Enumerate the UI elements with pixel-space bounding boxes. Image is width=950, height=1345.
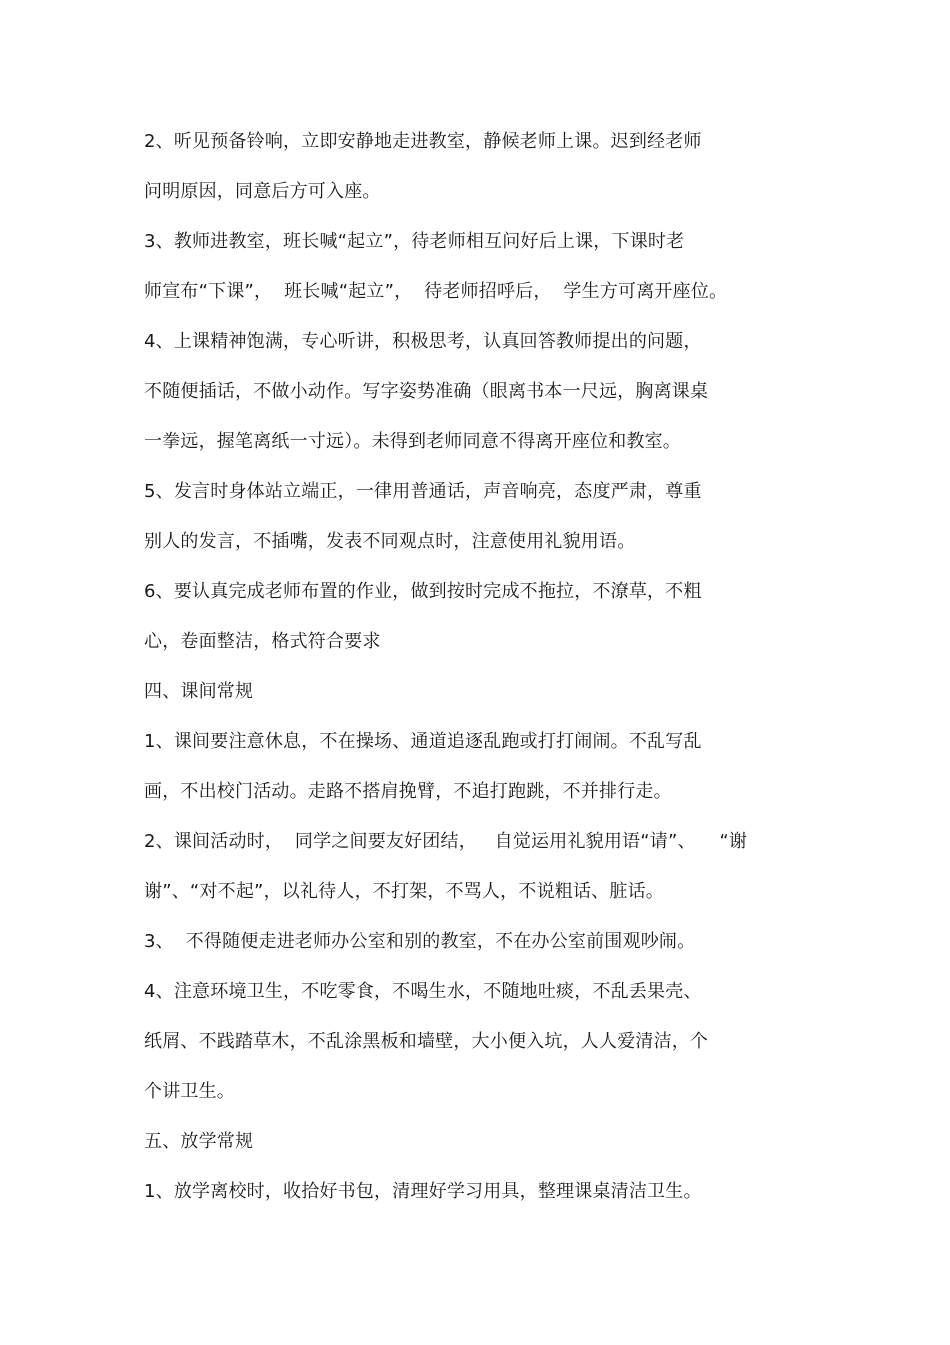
- text-line: 个讲卫生。: [144, 1081, 235, 1102]
- text-line: 1、放学离校时，收拾好书包，清理好学习用具，整理课桌清洁卫生。: [144, 1181, 702, 1202]
- text-line: 1、课间要注意休息，不在操场、通道追逐乱跑或打打闹闹。不乱写乱: [144, 731, 702, 752]
- text-line: 4、上课精神饱满，专心听讲，积极思考，认真回答教师提出的问题，: [144, 331, 702, 352]
- text-line: 画，不出校门活动。走路不搭肩挽臂，不追打跑跳，不并排行走。: [144, 781, 672, 802]
- text-line: 谢”、“对不起”，以礼待人，不打架，不骂人，不说粗话、脏话。: [144, 881, 664, 902]
- text-line: 2、听见预备铃响，立即安静地走进教室，静候老师上课。迟到经老师: [144, 131, 702, 152]
- text-line: 纸屑、不践踏草木，不乱涂黑板和墙壁，大小便入坑，人人爱清洁，个: [144, 1031, 709, 1052]
- text-line: 3、 不得随便走进老师办公室和别的教室，不在办公室前围观吵闹。: [144, 931, 696, 952]
- text-line: 心，卷面整洁，格式符合要求: [144, 631, 381, 652]
- text-line: 不随便插话，不做小动作。写字姿势准确（眼离书本一尺远，胸离课桌: [144, 381, 709, 402]
- text-line: 4、注意环境卫生，不吃零食，不喝生水，不随地吐痰，不乱丢果壳、: [144, 981, 702, 1002]
- text-line: 2、课间活动时， 同学之间要友好团结， 自觉运用礼貌用语“请”、 “谢: [144, 831, 748, 852]
- text-line: 师宣布“下课”， 班长喊“起立”， 待老师招呼后， 学生方可离开座位。: [144, 281, 728, 302]
- text-line: 一拳远，握笔离纸一寸远）。未得到老师同意不得离开座位和教室。: [144, 431, 681, 452]
- text-line: 6、要认真完成老师布置的作业，做到按时完成不拖拉，不潦草，不粗: [144, 581, 702, 602]
- text-line: 3、教师进教室，班长喊“起立”，待老师相互问好后上课，下课时老: [144, 231, 685, 252]
- section-heading: 五、放学常规: [144, 1131, 254, 1152]
- text-line: 别人的发言，不插嘴，发表不同观点时，注意使用礼貌用语。: [144, 531, 636, 552]
- section-heading: 四、课间常规: [144, 681, 254, 702]
- text-line: 5、发言时身体站立端正，一律用普通话，声音响亮，态度严肃，尊重: [144, 481, 702, 502]
- text-line: 问明原因，同意后方可入座。: [144, 181, 381, 202]
